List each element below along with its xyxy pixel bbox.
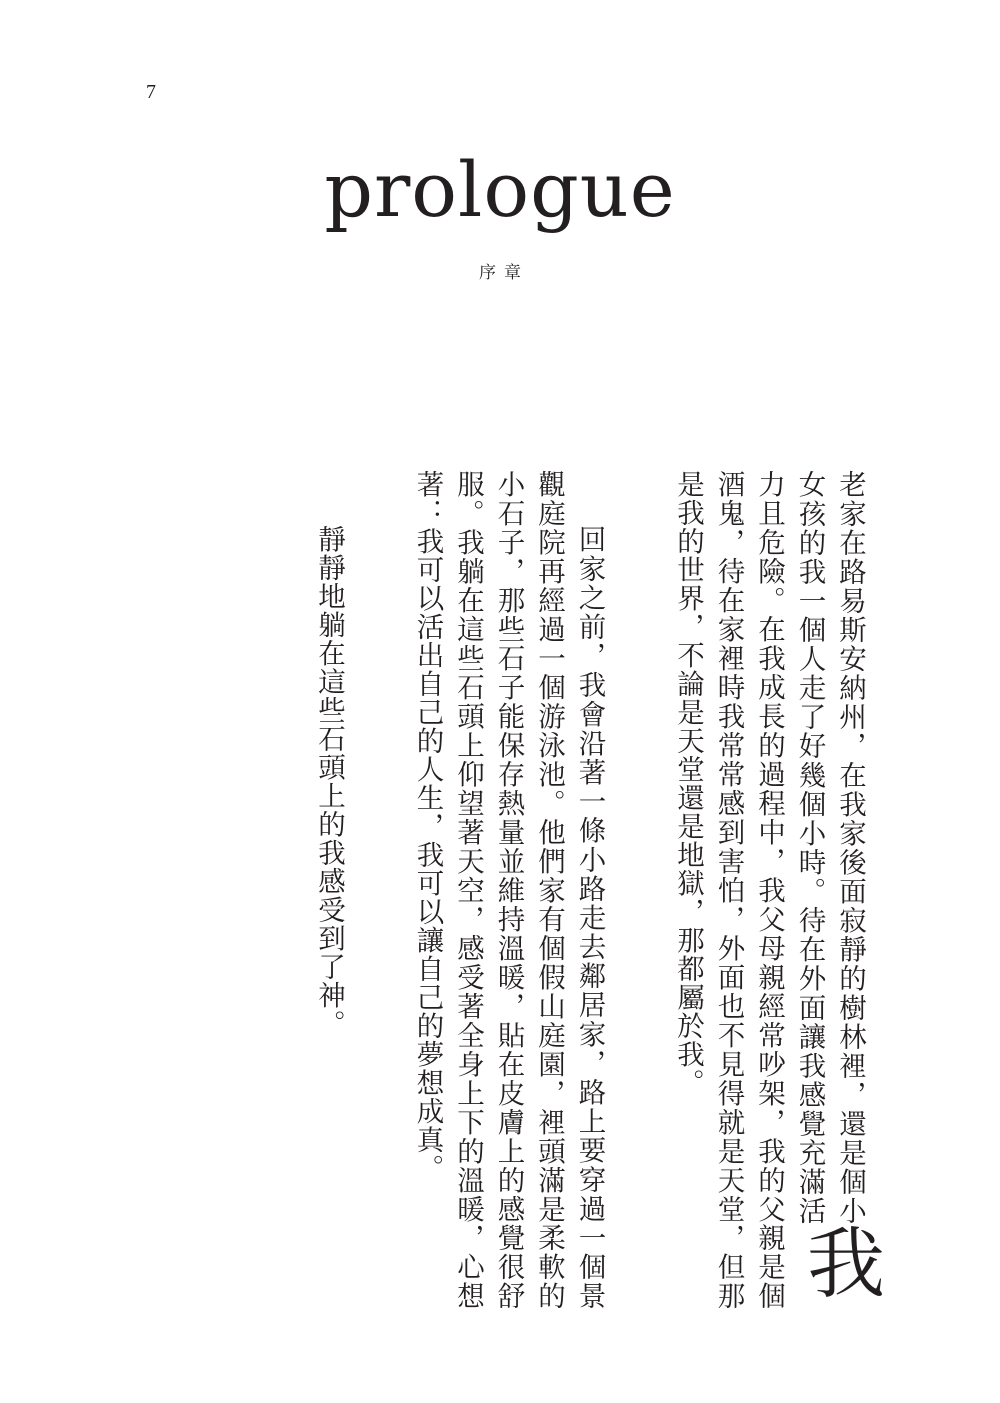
chapter-title: prologue — [324, 145, 676, 234]
chapter-subtitle: 序章 — [479, 263, 529, 283]
paragraph-gap — [610, 470, 668, 1310]
drop-cap: 我 — [794, 1222, 884, 1301]
paragraph-2: 回家之前，我會沿著一條小路走去鄰居家，路上要穿過一個景觀庭院再經過一個游泳池。他們家有個假山庭園，裡頭滿是柔軟的小石子，那些石子能保存熱量並維持溫暖，貼在皮膚上的感覺很舒服。我躺在這些石頭上仰望著天空，感受著全身上下的溫暖，心想著：我可以活出自己的人生，我可以讓自己的夢想成真。 — [411, 470, 606, 1310]
page-number: 7 — [146, 81, 156, 103]
paragraph-1 — [668, 470, 884, 1310]
paragraph-1-text: 老家在路易斯安納州，在我家後面寂靜的樹林裡，還是個小女孩的我一個人走了好幾個小時。待在外面讓我感覺充滿活力且危險。在我成長的過程中，我父母親經常吵架，我的父親是個酒鬼，待在家裡時我常常感到害怕，外面也不見得就是天堂，但那是我的世界，不論是天堂還是地獄，那都屬於我。 — [672, 470, 866, 1310]
paragraph-gap — [349, 470, 407, 1310]
paragraph-3: 靜靜地躺在這些石頭上的我感受到了神。 — [313, 525, 345, 1038]
chapter-body — [309, 470, 884, 1310]
